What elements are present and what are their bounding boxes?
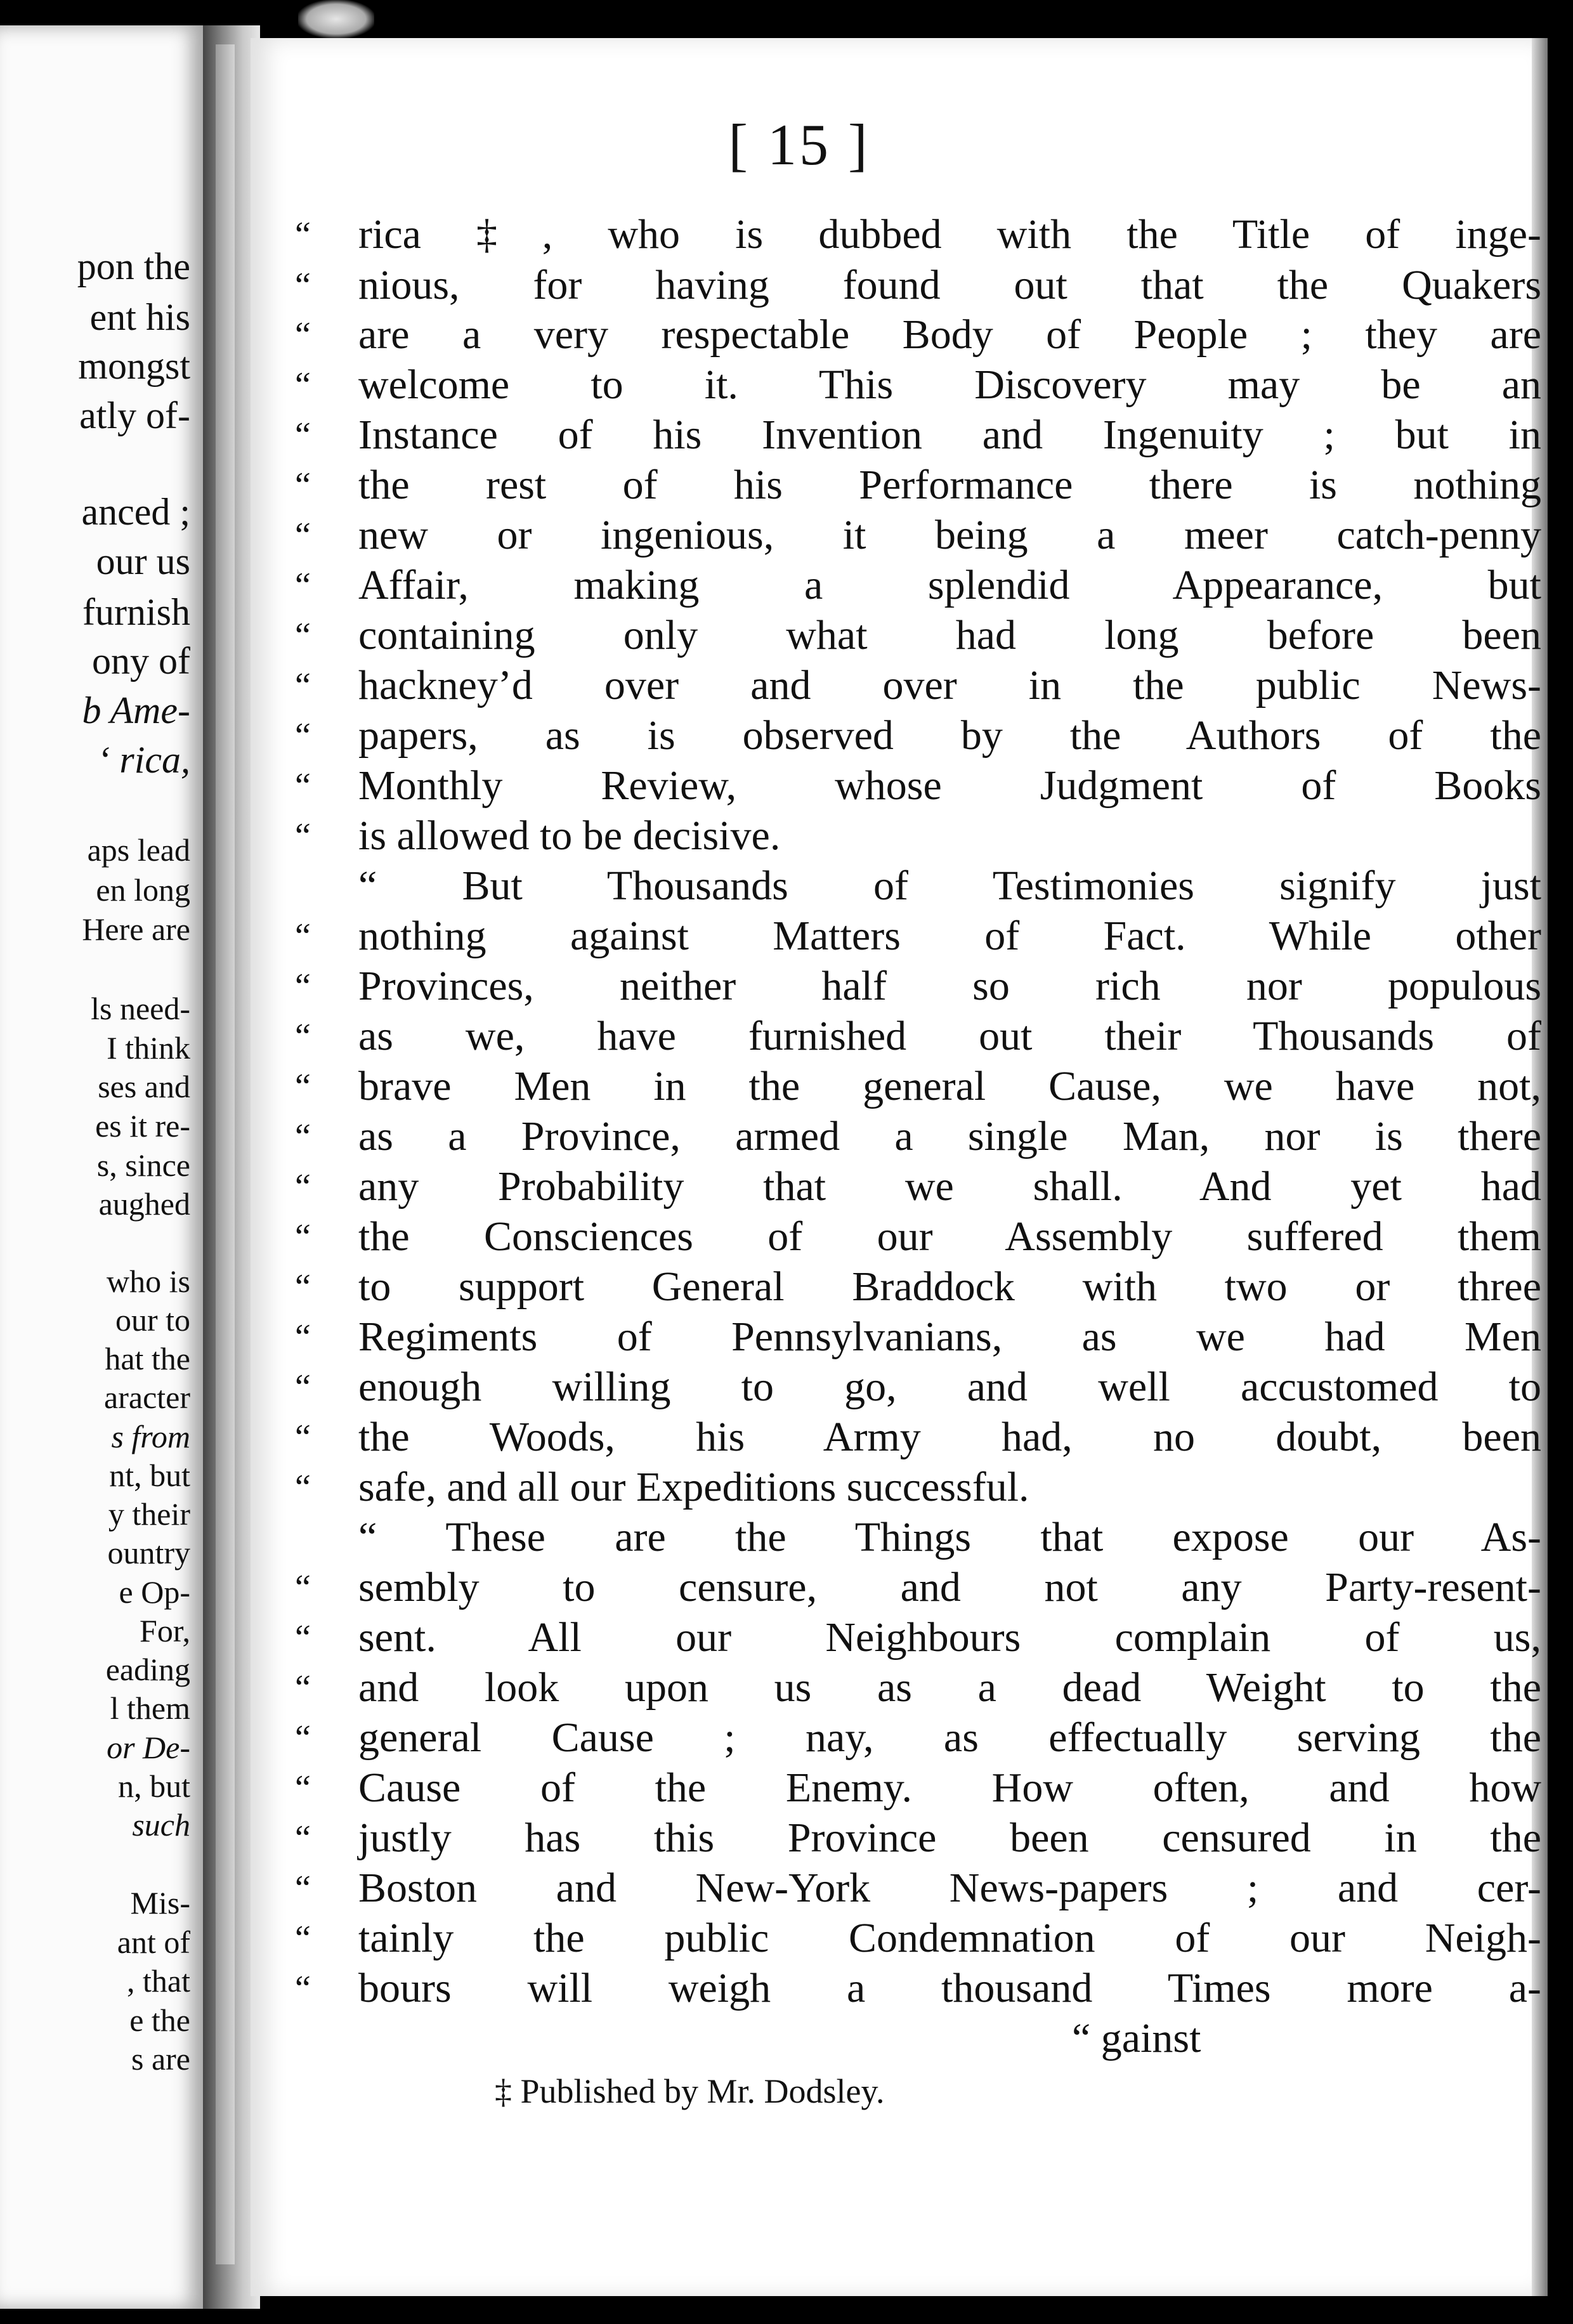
left-fragment-line: Here are <box>82 911 190 947</box>
page-number: [ 15 ] <box>728 112 870 177</box>
quote-mark: “ <box>295 1919 311 1958</box>
line-text: nious, for having found out that the Quakers <box>358 262 1541 308</box>
line-text: bours will weigh a thousand Times more a- <box>358 1965 1541 2011</box>
left-fragment-line: ony of <box>92 640 190 682</box>
line-text: the Consciences of our Assembly suffered them <box>358 1213 1541 1260</box>
quote-mark: “ <box>295 365 311 405</box>
line-text: safe, and all our Expeditions successful. <box>358 1464 1029 1510</box>
left-fragment-line: aughed <box>98 1186 190 1222</box>
line-text: Cause of the Enemy. How often, and how <box>358 1765 1541 1811</box>
line-text: and look upon us as a dead Weight to the <box>358 1664 1541 1711</box>
left-fragment-line: eading <box>105 1652 190 1687</box>
left-fragment-line: aps lead <box>87 832 190 868</box>
line-text: rica ‡, who is dubbed with the Title of inge- <box>358 211 1541 258</box>
left-fragment-line: l them <box>110 1690 190 1726</box>
left-fragment-line: s are <box>131 2041 190 2077</box>
line-text: nothing against Matters of Fact. While other <box>358 913 1541 959</box>
left-fragment-line: ountry <box>107 1535 190 1570</box>
line-text: to support General Braddock with two or three <box>358 1263 1541 1310</box>
left-fragment-line: our to <box>115 1302 190 1338</box>
left-fragment-line: ‘ rica, <box>97 739 190 781</box>
paper-smudge <box>298 0 374 38</box>
left-fragment-line: b Ame- <box>82 689 190 731</box>
previous-page-fragment <box>0 25 203 2309</box>
left-fragment-line: pon the <box>77 245 190 287</box>
quote-mark: “ <box>295 967 311 1006</box>
left-fragment-line: atly of- <box>79 395 190 436</box>
line-text: “ But Thousands of Testimonies signify just <box>358 863 1541 909</box>
quote-mark: “ <box>295 315 311 355</box>
quote-mark: “ <box>295 616 311 655</box>
left-fragment-line: hat the <box>105 1341 190 1376</box>
quote-mark: “ <box>295 1117 311 1156</box>
quote-mark: “ <box>295 1618 311 1657</box>
line-text: as a Province, armed a single Man, nor is there <box>358 1113 1541 1159</box>
quote-mark: “ <box>295 466 311 505</box>
quote-mark: “ <box>295 1317 311 1357</box>
line-text: sent. All our Neighbours complain of us, <box>358 1614 1541 1661</box>
line-text: welcome to it. This Discovery may be an <box>358 362 1541 408</box>
quote-mark: “ <box>295 1468 311 1507</box>
quote-mark: “ <box>295 1668 311 1707</box>
catchword: “ gainst <box>1072 2015 1201 2061</box>
left-fragment-line: e the <box>129 2002 190 2038</box>
left-fragment-line: s from <box>111 1419 190 1454</box>
line-text: brave Men in the general Cause, we have not, <box>358 1063 1541 1109</box>
left-fragment-line: I think <box>107 1030 190 1066</box>
line-text: “ These are the Things that expose our As- <box>358 1514 1541 1560</box>
left-fragment-line: es it re- <box>95 1108 190 1144</box>
left-fragment-line: anced ; <box>81 491 190 533</box>
quote-mark: “ <box>295 716 311 755</box>
left-fragment-line: en long <box>96 872 190 908</box>
left-fragment-line: e Op- <box>119 1574 190 1610</box>
line-text: enough willing to go, and well accustomed to <box>358 1364 1541 1410</box>
line-text: tainly the public Condemnation of our Neigh- <box>358 1915 1541 1961</box>
line-text: hackney’d over and over in the public News- <box>358 662 1541 708</box>
left-fragment-line: y their <box>108 1496 190 1532</box>
left-fragment-line: furnish <box>82 591 190 633</box>
quote-mark: “ <box>295 1017 311 1056</box>
quote-mark: “ <box>295 215 311 254</box>
quote-mark: “ <box>295 566 311 605</box>
line-text: Monthly Review, whose Judgment of Books <box>358 762 1541 809</box>
left-fragment-line: aracter <box>104 1380 190 1415</box>
line-text: the Woods, his Army had, no doubt, been <box>358 1414 1541 1460</box>
quote-mark: “ <box>295 666 311 705</box>
quote-mark: “ <box>295 1217 311 1257</box>
left-fragment-line: n, but <box>118 1768 190 1804</box>
line-text: justly has this Province been censured in the <box>358 1815 1541 1861</box>
left-fragment-line: For, <box>140 1613 190 1648</box>
line-text: Provinces, neither half so rich nor populous <box>358 963 1541 1009</box>
line-text: containing only what had long before been <box>358 612 1541 658</box>
quote-mark: “ <box>295 1818 311 1858</box>
left-fragment-line: or De- <box>107 1730 190 1765</box>
line-text: sembly to censure, and not any Party-resent- <box>358 1564 1541 1610</box>
gutter-fold <box>216 44 235 2264</box>
quote-mark: “ <box>295 266 311 305</box>
left-fragment-line: s, since <box>96 1147 190 1183</box>
quote-mark: “ <box>295 415 311 455</box>
line-text: as we, have furnished out their Thousands of <box>358 1013 1541 1059</box>
quote-mark: “ <box>295 917 311 956</box>
quote-mark: “ <box>295 816 311 856</box>
left-fragment-line: nt, but <box>109 1458 190 1493</box>
quote-mark: “ <box>295 766 311 806</box>
quote-mark: “ <box>295 1368 311 1407</box>
quote-mark: “ <box>295 1969 311 2008</box>
line-text: new or ingenious, it being a meer catch-penny <box>358 512 1541 558</box>
quote-mark: “ <box>295 1418 311 1457</box>
quote-mark: “ <box>295 1167 311 1206</box>
line-text: any Probability that we shall. And yet had <box>358 1163 1541 1210</box>
left-fragment-line: ls need- <box>91 991 190 1026</box>
line-text: the rest of his Performance there is nothing <box>358 462 1541 508</box>
line-text: Affair, making a splendid Appearance, but <box>358 562 1541 608</box>
line-text: general Cause ; nay, as effectually serving the <box>358 1714 1541 1761</box>
left-fragment-line: such <box>132 1807 190 1843</box>
line-text: is allowed to be decisive. <box>358 813 781 859</box>
quote-mark: “ <box>295 1718 311 1758</box>
left-fragment-line: , that <box>127 1963 190 1999</box>
left-fragment-line: our us <box>96 540 190 582</box>
quote-mark: “ <box>295 1568 311 1607</box>
left-fragment-line: who is <box>107 1263 190 1299</box>
quote-mark: “ <box>295 1768 311 1808</box>
footnote: ‡ Published by Mr. Dodsley. <box>495 2072 885 2110</box>
quote-mark: “ <box>295 516 311 555</box>
left-fragment-line: mongst <box>78 345 190 387</box>
line-text: papers, as is observed by the Authors of the <box>358 712 1541 759</box>
line-text: Instance of his Invention and Ingenuity ; but in <box>358 412 1541 458</box>
quote-mark: “ <box>295 1267 311 1307</box>
left-fragment-line: Mis- <box>130 1885 190 1921</box>
quote-mark: “ <box>295 1067 311 1106</box>
left-fragment-line: ant of <box>117 1924 190 1960</box>
line-text: Boston and New-York News-papers ; and cer- <box>358 1865 1541 1911</box>
line-text: are a very respectable Body of People ; they are <box>358 311 1541 358</box>
left-fragment-line: ent his <box>89 296 190 338</box>
line-text: Regiments of Pennsylvanians, as we had Men <box>358 1314 1541 1360</box>
left-fragment-line: ses and <box>98 1069 190 1104</box>
quote-mark: “ <box>295 1869 311 1908</box>
